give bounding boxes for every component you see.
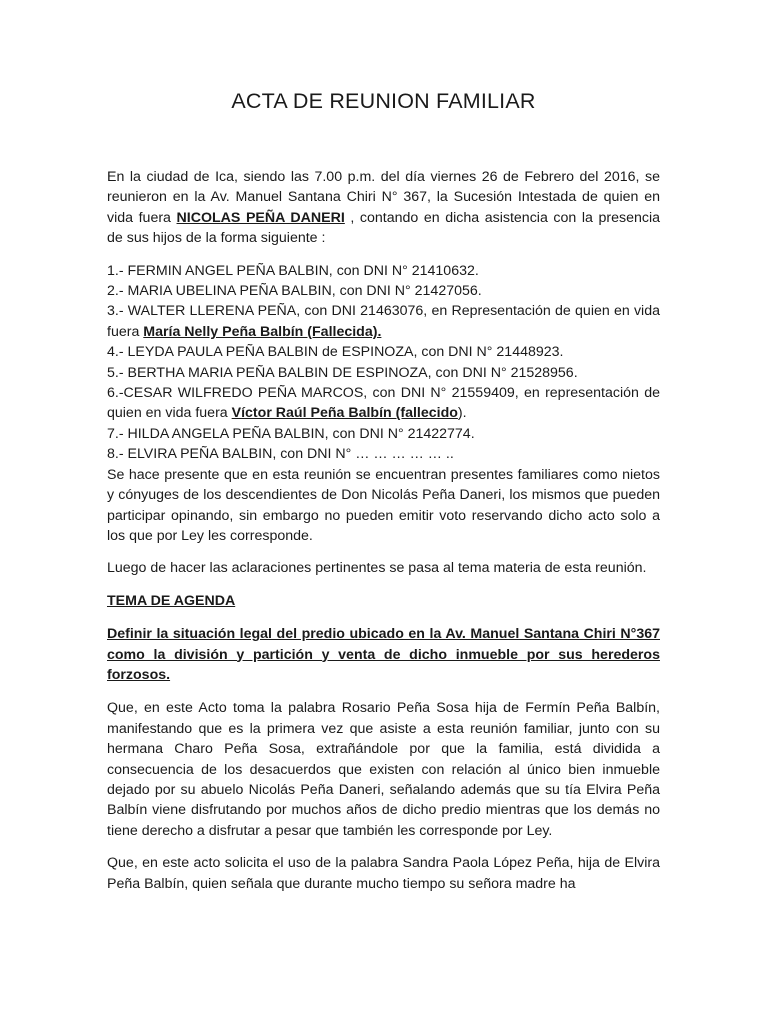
document-page bbox=[107, 88, 660, 894]
intro-text-after: , contando en dicha asistencia con la presencia de sus hijos de la forma siguiente : bbox=[107, 209, 661, 247]
sandra-statement-paragraph: Que, en este acto solicita el uso de la palabra Sandra Paola López Peña, hija de Elvira Peña Balbín, quien señala que durante mucho tiempo su señora madre ha bbox=[107, 855, 660, 892]
heir-item-8: 8.- ELVIRA PEÑA BALBIN, con DNI N° … … … … … .. bbox=[107, 446, 454, 463]
clarifications-paragraph: Luego de hacer las aclaraciones pertinentes se pasa al tema materia de esta reunión. bbox=[107, 560, 647, 577]
heir-item-3-text: 3.- WALTER LLERENA PEÑA, con DNI 21463076, en Representación de quien en vida fuera bbox=[107, 303, 660, 340]
heir-item-6-after: ). bbox=[457, 405, 467, 422]
intro-paragraph bbox=[107, 167, 660, 249]
heir-item-3-represented: María Nelly Peña Balbín (Fallecida). bbox=[143, 323, 382, 340]
document-title: ACTA DE REUNION FAMILIAR bbox=[231, 89, 536, 113]
deceased-name: NICOLAS PEÑA DANERI bbox=[176, 209, 345, 226]
heir-item-3 bbox=[107, 301, 660, 342]
rosario-statement-paragraph: Que, en este Acto toma la palabra Rosario Peña Sosa hija de Fermín Peña Balbín, manifestando que es la primera vez que asiste a esta reunión familiar, junto con su hermana Charo Peña Sosa, extrañándole por que la familia, está dividida a consecuencia de los desacuerdos que existen con relación al único bien inmueble dejado por su abuelo Nicolás Peña Daneri, señalando además que su tía Elvira Peña Balbín viene disfrutando por muchos años de dicho predio mientras que los demás no tiene derecho a disfrutar a pesar que también les corresponde por Ley. bbox=[107, 700, 660, 839]
intro-text-before: En la ciudad de Ica, siendo las 7.00 p.m. del día viernes 26 de Febrero del 2016, se reunieron en la Av. Manuel Santana Chiri N° 367, la Sucesión Intestada de quien en vida fuera bbox=[107, 169, 660, 226]
heirs-list bbox=[107, 261, 660, 465]
heir-item-6-text: 6.-CESAR WILFREDO PEÑA MARCOS, con DNI N° 21559409, en representación de quien en vida fuera bbox=[107, 385, 660, 422]
heir-item-6 bbox=[107, 383, 660, 424]
agenda-heading: TEMA DE AGENDA bbox=[107, 592, 236, 609]
heir-item-7: 7.- HILDA ANGELA PEÑA BALBIN, con DNI N° 21422774. bbox=[107, 425, 475, 442]
heir-item-4: 4.- LEYDA PAULA PEÑA BALBIN de ESPINOZA, con DNI N° 21448923. bbox=[107, 344, 564, 361]
heir-item-1: 1.- FERMIN ANGEL PEÑA BALBIN, con DNI N° 21410632. bbox=[107, 262, 479, 279]
heir-item-5: 5.- BERTHA MARIA PEÑA BALBIN DE ESPINOZA, con DNI N° 21528956. bbox=[107, 364, 578, 381]
agenda-subject: Definir la situación legal del predio ubicado en la Av. Manuel Santana Chiri N°367 como la división y partición y venta de dicho inmueble por sus herederos forzosos. bbox=[107, 626, 660, 683]
presence-note-paragraph: Se hace presente que en esta reunión se encuentran presentes familiares como nietos y cónyuges de los descendientes de Don Nicolás Peña Daneri, los mismos que pueden participar opinando, sin embargo no pueden emitir voto reservando dicho acto solo a los que por Ley les corresponde. bbox=[107, 466, 660, 544]
heir-item-2: 2.- MARIA UBELINA PEÑA BALBIN, con DNI N° 21427056. bbox=[107, 283, 482, 300]
heir-item-6-represented: Víctor Raúl Peña Balbín (fallecido bbox=[231, 405, 458, 422]
